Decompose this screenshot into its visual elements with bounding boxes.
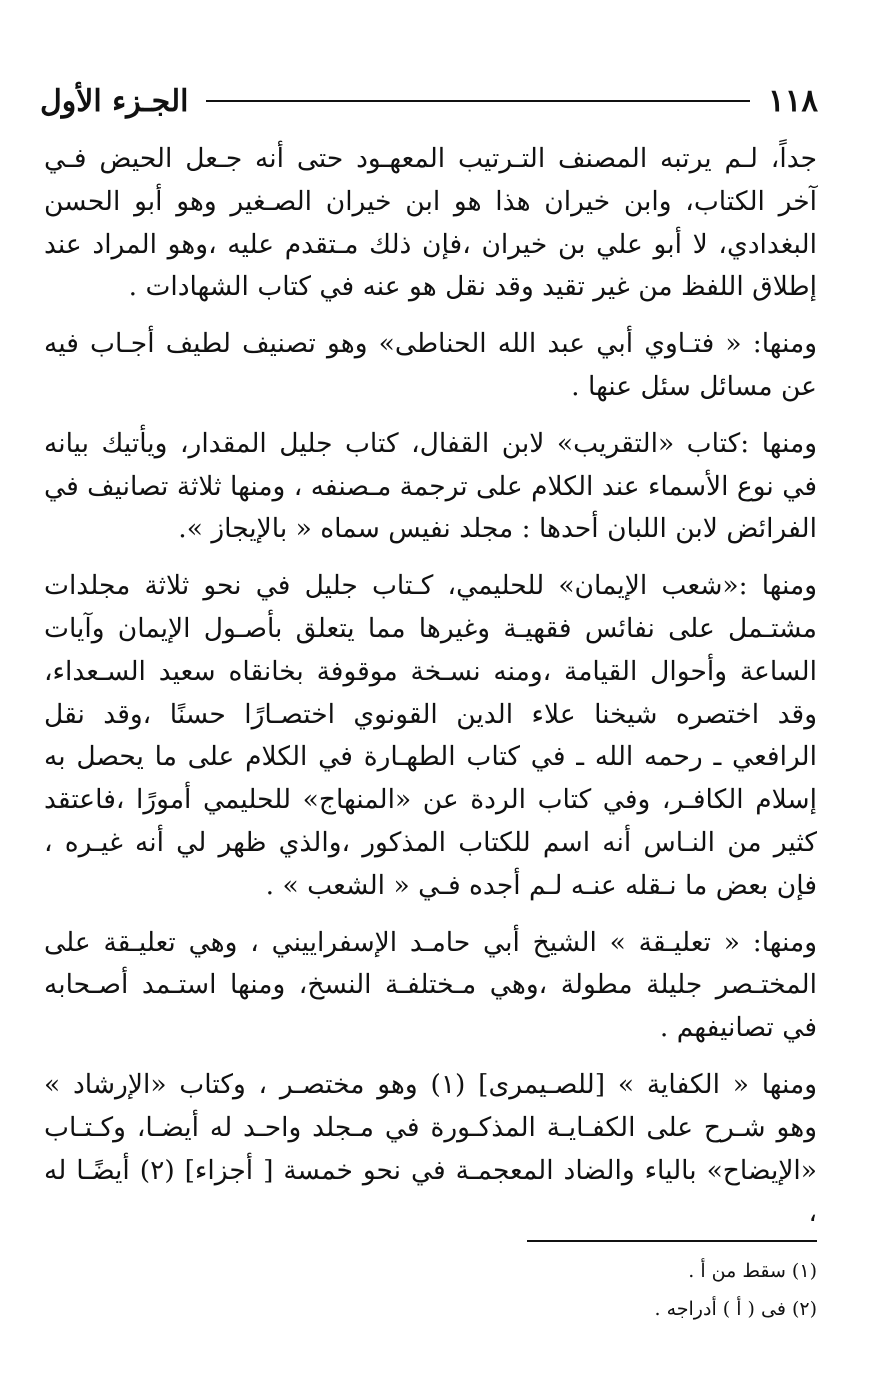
footnote-rule (527, 1240, 817, 1242)
main-text (44, 138, 817, 1249)
paragraph: ومنها :«شعب الإيمان» للحليمي، كـتاب جليل في نحو ثلاثة مجلدات مشتـمل على نفائس فقهيـة وغيرها مما يتعلق بأصـول الإيمان وآيات الساعة وأحوال القيامة ،ومنه نسـخة موقوفة بخانقاه سعيد السـعداء، وقد اختصره شيخنا علاء الدين القونوي اختصـارًا حسنًا ،وقد نقل الرافعي ـ رحمه الله ـ في كتاب الطهـارة في الكلام على ما يحصل به إسلام الكافـر، وفي كتاب الردة عن «المنهاج» للحليمي أمورًا ،فاعتقد كثير من النـاس أنه اسم للكتاب المذكور ،والذي ظهر لي أنه غيـره ، فإن بعض ما نـقله عنـه لـم أجده فـي « الشعب » . (44, 570, 817, 901)
header-rule (206, 100, 750, 102)
running-title: الجـزء الأول (40, 83, 189, 119)
paragraph: ومنها « الكفاية » [للصـيمرى] (١) وهو مختصـر ، وكتاب «الإرشاد » وهو شـرح على الكفـايـة المذكـورة في مـجلد واحـد له أيضـا، وكـتـاب «الإيضاح» بالياء والضاد المعجمـة في نحو خمسة [ أجزاء] (٢) أيضًـا له ، (44, 1068, 818, 1229)
paragraph: ومنها: « تعليـقة » الشيخ أبي حامـد الإسفراييني ، وهي تعليـقة على المختـصر جليلة مطولة ،وهي مـختلفـة النسخ، ومنها استـمد أصـحابه في تصانيفهم . (44, 926, 817, 1044)
page-header (40, 78, 818, 124)
footnote: (١) سقط من أ . (688, 1260, 817, 1282)
paragraph: ومنها: « فتـاوي أبي عبد الله الحناطى» وهو تصنيف لطيف أجـاب فيه عن مسائل سئل عنها . (44, 328, 817, 402)
footnotes (44, 1252, 817, 1328)
page-number: ١١٨ (768, 83, 818, 119)
paragraph: ومنها :كتاب «التقريب» لابن القفال، كتاب جليل المقدار، ويأتيك بيانه في نوع الأسماء عند الكلام على ترجمة مـصنفه ، ومنها ثلاثة تصانيف في الفرائض لابن اللبان أحدها : مجلد نفيس سماه « بالإيجاز ». (44, 427, 817, 545)
footnote: (٢) فى ( أ ) أدراجه . (654, 1298, 817, 1320)
paragraph: جداً، لـم يرتبه المصنف التـرتيب المعهـود حتى أنه جـعل الحيض فـي آخر الكتاب، وابن خيران هذا هو ابن خيران الصـغير وهو أبو الحسن البغدادي، لا أبو علي بن خيران ،فإن ذلك مـتقدم عليه ،وهو المراد عند إطلاق اللفظ من غير تقيد وقد نقل هو عنه في كتاب الشهادات . (44, 143, 817, 303)
